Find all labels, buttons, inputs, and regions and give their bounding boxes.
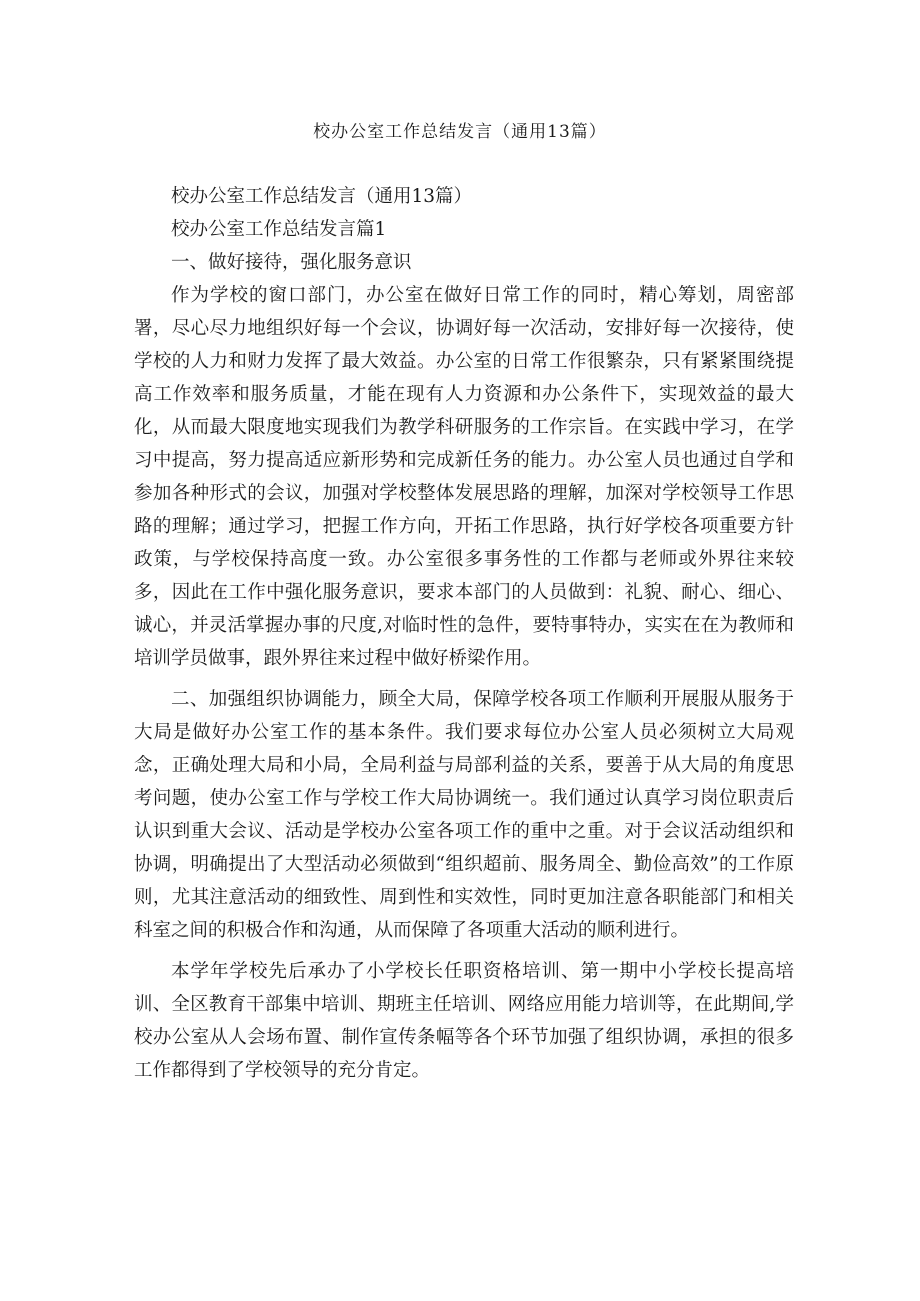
section-heading: 一、做好接待，强化服务意识 [171,252,412,273]
body-paragraph: 本学年学校先后承办了小学校长任职资格培训、第一期中小学校长提高培训、全区教育干部集中培训、期班主任培训、网络应用能力培训等，在此期间,学校办公室从人会场布置、制作宣传条幅等各个环节加强了组织协调，承担的很多工作都得到了学校领导的充分肯定。 [134,961,794,1081]
body-paragraph: 作为学校的窗口部门，办公室在做好日常工作的同时，精心筹划，周密部署，尽心尽力地组织好每一个会议，协调好每一次活动，安排好每一次接待，使学校的人力和财力发挥了最大效益。办公室的日常工作很繁杂，只有紧紧围绕提高工作效率和服务质量，才能在现有人力资源和办公条件下，实现效益的最大化，从而最大限度地实现我们为教学科研服务的工作宗旨。在实践中学习，在学习中提高，努力提高适应新形势和完成新任务的能力。办公室人员也通过自学和参加各种形式的会议，加强对学校整体发展思路的理解，加深对学校领导工作思路的理解；通过学习，把握工作方向，开拓工作思路，执行好学校各项重要方针政策，与学校保持高度一致。办公室很多事务性的工作都与老师或外界往来较多，因此在工作中强化服务意识，要求本部门的人员做到：礼貌、耐心、细心、诚心，并灵活掌握办事的尺度,对临时性的急件，要特事特办，实实在在为教师和培训学员做事，跟外界往来过程中做好桥梁作用。 [134,285,794,669]
document-subtitle: 校办公室工作总结发言（通用13篇） [171,186,473,207]
document-title: 校办公室工作总结发言（通用13篇） [313,122,607,142]
document-body [134,180,794,1087]
body-paragraph: 二、加强组织协调能力，顾全大局，保障学校各项工作顺利开展服从服务于大局是做好办公室工作的基本条件。我们要求每位办公室人员必须树立大局观念，正确处理大局和小局，全局利益与局部利益的关系，要善于从大局的角度思考问题，使办公室工作与学校工作大局协调统一。我们通过认真学习岗位职责后认识到重大会议、活动是学校办公室各项工作的重中之重。对于会议活动组织和协调，明确提出了大型活动必须做到“组织超前、服务周全、勤俭高效”的工作原则，尤其注意活动的细致性、周到性和实效性，同时更加注意各职能部门和相关科室之间的积极合作和沟通，从而保障了各项重大活动的顺利进行。 [134,689,794,941]
section-title: 校办公室工作总结发言篇1 [171,219,387,240]
